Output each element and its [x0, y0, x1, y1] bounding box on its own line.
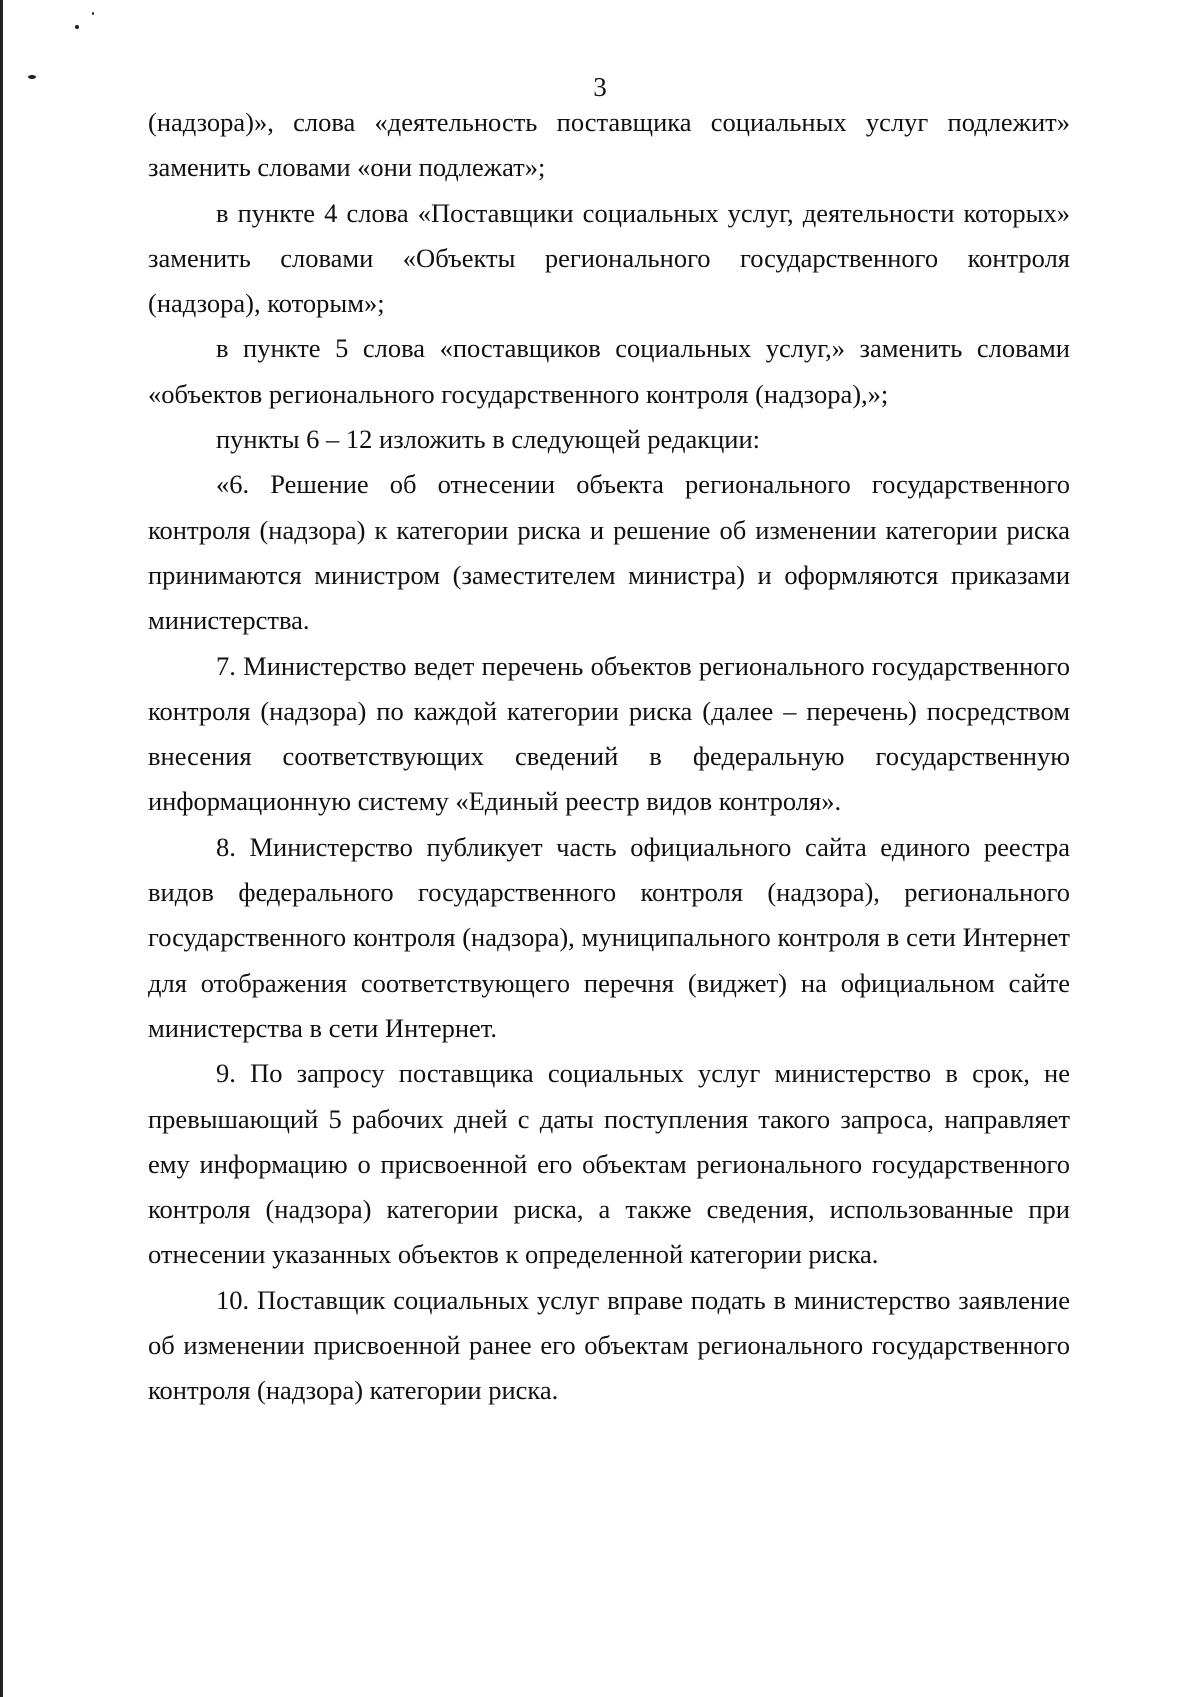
- scan-speck: [75, 25, 79, 29]
- scan-speck: [92, 12, 94, 15]
- document-body: [148, 100, 1070, 1414]
- paragraph-clause-10: 10. Поставщик социальных услуг вправе подать в министерство заявление об изменении присвоенной ранее его объектам регионального государственного контроля (надзора) категории риска.: [148, 1284, 1070, 1406]
- page-number: 3: [593, 72, 607, 102]
- paragraph-clause-9: 9. По запросу поставщика социальных услуг министерство в срок, не превышающий 5 рабочих дней с даты поступления такого запроса, направляет ему информацию о присвоенной его объектам регионального государственного контроля (надзора) категории риска, а также сведения, использованные при отнесении указанных объектов к определенной категории риска.: [148, 1058, 1070, 1270]
- paragraph-items-6-12-intro: пункты 6 – 12 изложить в следующей редакции:: [216, 424, 761, 455]
- paragraph-clause-6: «6. Решение об отнесении объекта регионального государственного контроля (надзора) к категории риска и решение об изменении категории риска принимаются министром (заместителем министра) и оформляются приказами министерства.: [148, 469, 1070, 636]
- paragraph-item-4-amendment: в пункте 4 слова «Поставщики социальных услуг, деятельности которых» заменить словами «Объекты регионального государственного контроля (надзора), которым»;: [148, 197, 1070, 319]
- paragraph-continuation: (надзора)», слова «деятельность поставщика социальных услуг подлежит» заменить словами «они подлежат»;: [148, 107, 1070, 183]
- scan-edge-line: [0, 0, 3, 1697]
- paragraph-item-5-amendment: в пункте 5 слова «поставщиков социальных услуг,» заменить словами «объектов регионального государственного контроля (надзора),»;: [148, 333, 1070, 409]
- paragraph-clause-7: 7. Министерство ведет перечень объектов регионального государственного контроля (надзора) по каждой категории риска (далее – перечень) посредством внесения соответствующих сведений в федеральную государственную информационную систему «Единый реестр видов контроля».: [148, 650, 1070, 817]
- paragraph-clause-8: 8. Министерство публикует часть официального сайта единого реестра видов федерального государственного контроля (надзора), регионального государственного контроля (надзора), муниципального контроля в сети Интернет для отображения соответствующего перечня (виджет) на официальном сайте министерства в сети Интернет.: [148, 831, 1070, 1043]
